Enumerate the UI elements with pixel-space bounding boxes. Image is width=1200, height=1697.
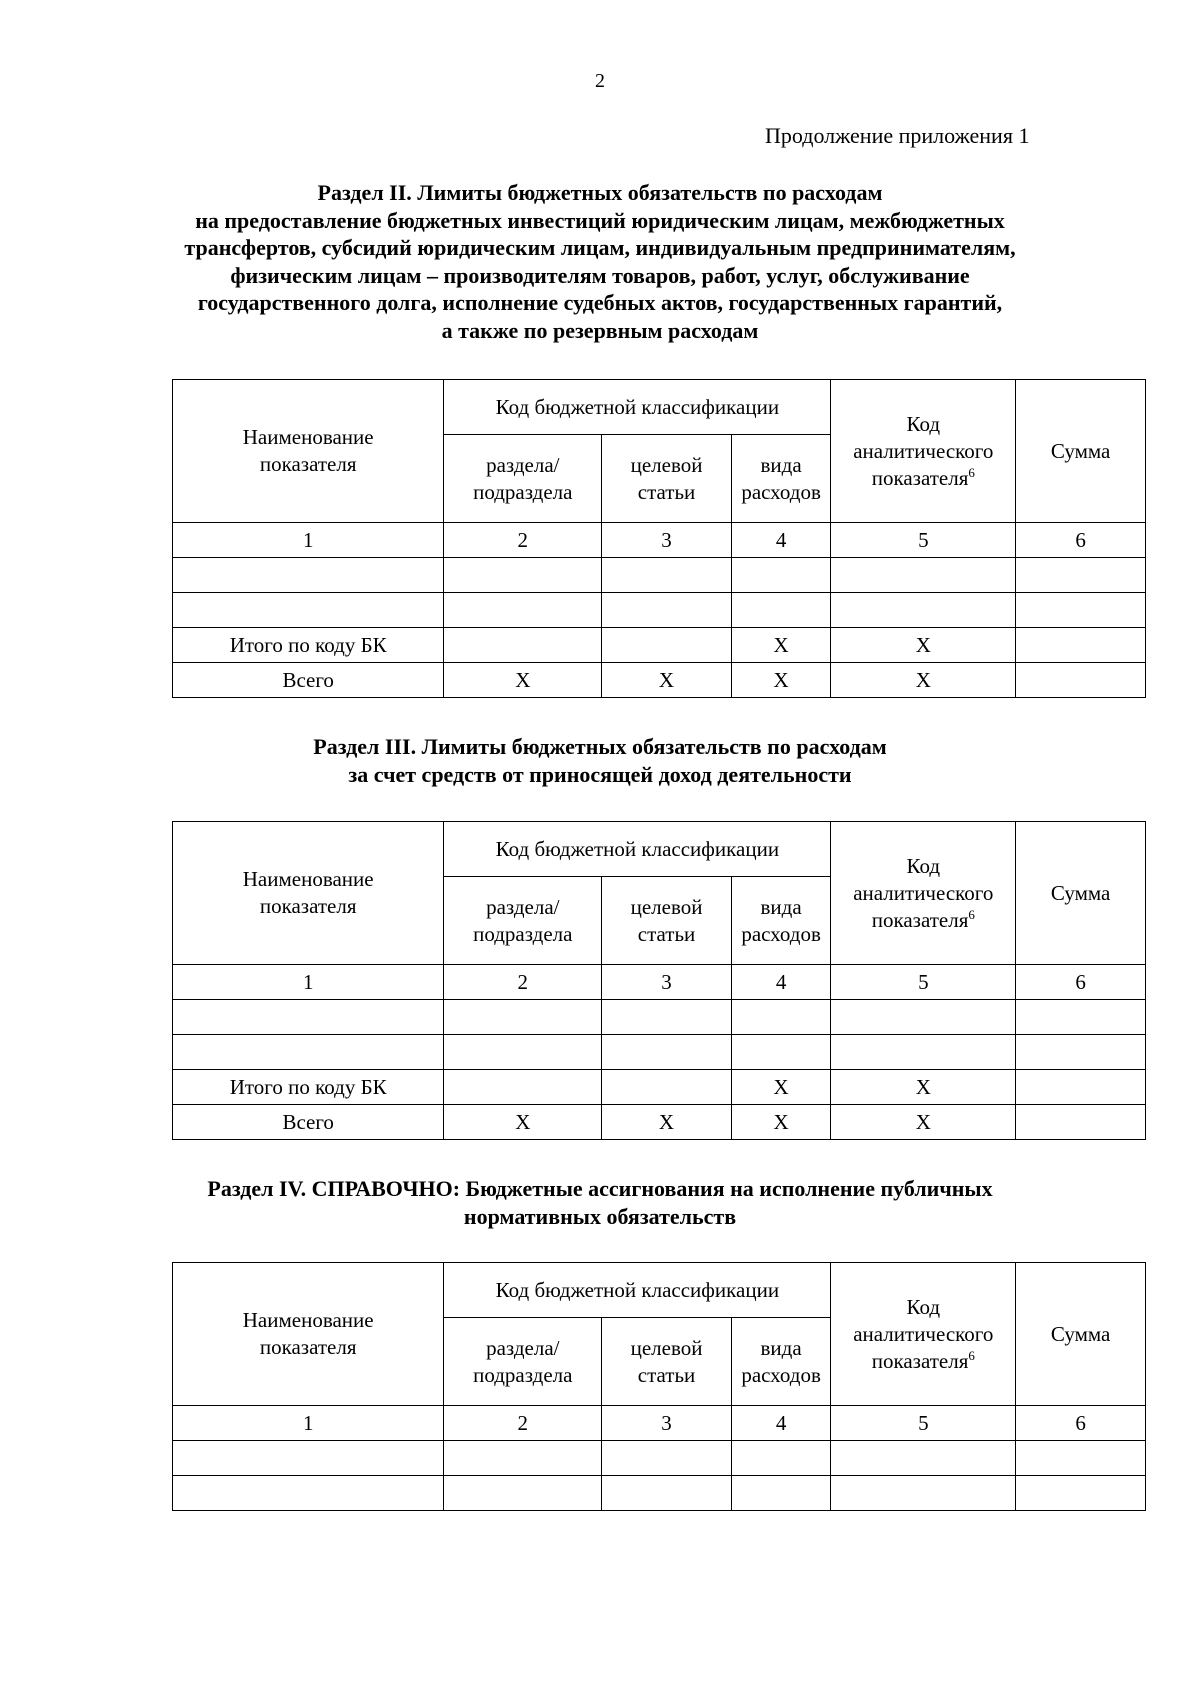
table-cell: X [731,1105,831,1140]
table-cell [444,628,602,663]
header-sum: Сумма [1016,380,1146,523]
table-cell: Итого по коду БК [173,628,444,663]
table-cell [731,558,831,593]
appendix-continuation-label: Продолжение приложения 1 [765,123,1030,148]
header-expense-type: вида расходов [731,1318,831,1406]
table-cell: Всего [173,663,444,698]
table-cell [1016,1035,1146,1070]
header-name: Наименование показателя [173,380,444,523]
table-cell [1016,558,1146,593]
column-number: 6 [1016,965,1146,1000]
table-cell [444,1070,602,1105]
column-number: 2 [444,1406,602,1441]
table-cell [831,1476,1016,1511]
column-number: 4 [731,965,831,1000]
column-number: 5 [831,965,1016,1000]
table-cell [831,1035,1016,1070]
section-2-title [140,179,1060,344]
title-line: нормативных обязательств [463,1203,737,1229]
column-number: 4 [731,523,831,558]
table-row [173,1476,1146,1511]
title-line: физическим лицам – производителям товаров, работ, услуг, обслуживание [230,262,970,288]
table-cell [444,1000,602,1035]
column-number: 1 [173,965,444,1000]
header-target: целевой статьи [602,435,732,523]
section-2-table [172,379,1146,698]
column-number: 1 [173,1406,444,1441]
table-cell [444,558,602,593]
page-number: 2 [595,70,605,92]
table-cell [731,1000,831,1035]
section-4-title [140,1175,1060,1230]
section-3-title [140,733,1060,788]
table-row [173,1070,1146,1105]
header-bk-group: Код бюджетной классификации [444,380,831,435]
table-cell [1016,1105,1146,1140]
table-cell [602,1070,732,1105]
column-number: 3 [602,1406,732,1441]
table-cell: X [731,1070,831,1105]
table-cell [831,593,1016,628]
table-cell: X [444,663,602,698]
table-cell [1016,1476,1146,1511]
table-cell [444,593,602,628]
header-analytic-code: Код аналитического показателя$^6$ [831,822,1016,965]
table-cell [444,1441,602,1476]
header-analytic-code: Код аналитического показателя$^6$ [831,1263,1016,1406]
header-section: раздела/ подраздела [444,877,602,965]
header-expense-type: вида расходов [731,435,831,523]
table-cell: X [831,663,1016,698]
column-number: 4 [731,1406,831,1441]
footnote-mark: 6 [968,464,975,480]
table-cell [1016,1070,1146,1105]
header-section: раздела/ подраздела [444,1318,602,1406]
table-cell [1016,593,1146,628]
table-cell [602,558,732,593]
header-bk-group: Код бюджетной классификации [444,822,831,877]
table-cell [602,628,732,663]
table-cell [731,1035,831,1070]
table-cell: X [444,1105,602,1140]
table-cell [602,1035,732,1070]
table-row [173,663,1146,698]
table-cell [731,593,831,628]
column-number: 2 [444,965,602,1000]
header-section: раздела/ подраздела [444,435,602,523]
column-number: 5 [831,1406,1016,1441]
header-sum: Сумма [1016,1263,1146,1406]
column-number-row [173,1406,1146,1441]
table-cell: X [831,1070,1016,1105]
table-row [173,1000,1146,1035]
table-row [173,593,1146,628]
title-line: Раздел II. Лимиты бюджетных обязательств по расходам [317,180,883,205]
table-cell: X [602,1105,732,1140]
column-number-row [173,523,1146,558]
header-target: целевой статьи [602,877,732,965]
column-number: 6 [1016,523,1146,558]
table-cell [173,1441,444,1476]
footnote-mark: 6 [968,1347,975,1363]
table-cell: X [731,663,831,698]
table-cell [173,1035,444,1070]
table-cell [602,1441,732,1476]
table-row [173,1035,1146,1070]
table-cell [602,593,732,628]
column-number-row [173,965,1146,1000]
table-row [173,1105,1146,1140]
table-cell [602,1000,732,1035]
table-cell [173,593,444,628]
section-4-table [172,1262,1146,1511]
table-cell [831,1000,1016,1035]
table-cell: X [831,628,1016,663]
header-bk-group: Код бюджетной классификации [444,1263,831,1318]
column-number: 6 [1016,1406,1146,1441]
table-cell: X [731,628,831,663]
table-row [173,628,1146,663]
header-analytic-code: Код аналитического показателя$^6$ [831,380,1016,523]
table-cell [173,558,444,593]
title-line: а также по резервным расходам [441,317,759,343]
table-cell [173,1476,444,1511]
column-number: 3 [602,965,732,1000]
table-cell [831,558,1016,593]
table-cell [1016,1441,1146,1476]
table-cell [173,1000,444,1035]
table-cell [831,1441,1016,1476]
header-name: Наименование показателя [173,822,444,965]
table-cell [731,1441,831,1476]
table-cell [731,1476,831,1511]
column-number: 3 [602,523,732,558]
table-cell: Всего [173,1105,444,1140]
table-cell [444,1476,602,1511]
table-cell [602,1476,732,1511]
header-name: Наименование показателя [173,1263,444,1406]
footnote-mark: 6 [968,906,975,922]
table-row [173,558,1146,593]
header-target: целевой статьи [602,1318,732,1406]
title-line: за счет средств от приносящей доход деятельности [348,761,852,787]
table-cell [1016,663,1146,698]
column-number: 2 [444,523,602,558]
table-cell: X [602,663,732,698]
table-cell [444,1035,602,1070]
header-sum: Сумма [1016,822,1146,965]
column-number: 1 [173,523,444,558]
table-cell: Итого по коду БК [173,1070,444,1105]
table-cell [1016,628,1146,663]
title-line: на предоставление бюджетных инвестиций юридическим лицам, межбюджетных [195,207,1005,233]
title-line: трансфертов, субсидий юридическим лицам, индивидуальным предпринимателям, [184,235,1016,260]
column-number: 5 [831,523,1016,558]
title-line: государственного долга, исполнение судебных актов, государственных гарантий, [197,290,1003,315]
title-line: Раздел III. Лимиты бюджетных обязательств по расходам [313,734,887,759]
title-line: Раздел IV. СПРАВОЧНО: Бюджетные ассигнования на исполнение публичных [207,1176,993,1201]
table-cell [1016,1000,1146,1035]
section-3-table [172,821,1146,1140]
table-row [173,1441,1146,1476]
header-expense-type: вида расходов [731,877,831,965]
table-cell: X [831,1105,1016,1140]
